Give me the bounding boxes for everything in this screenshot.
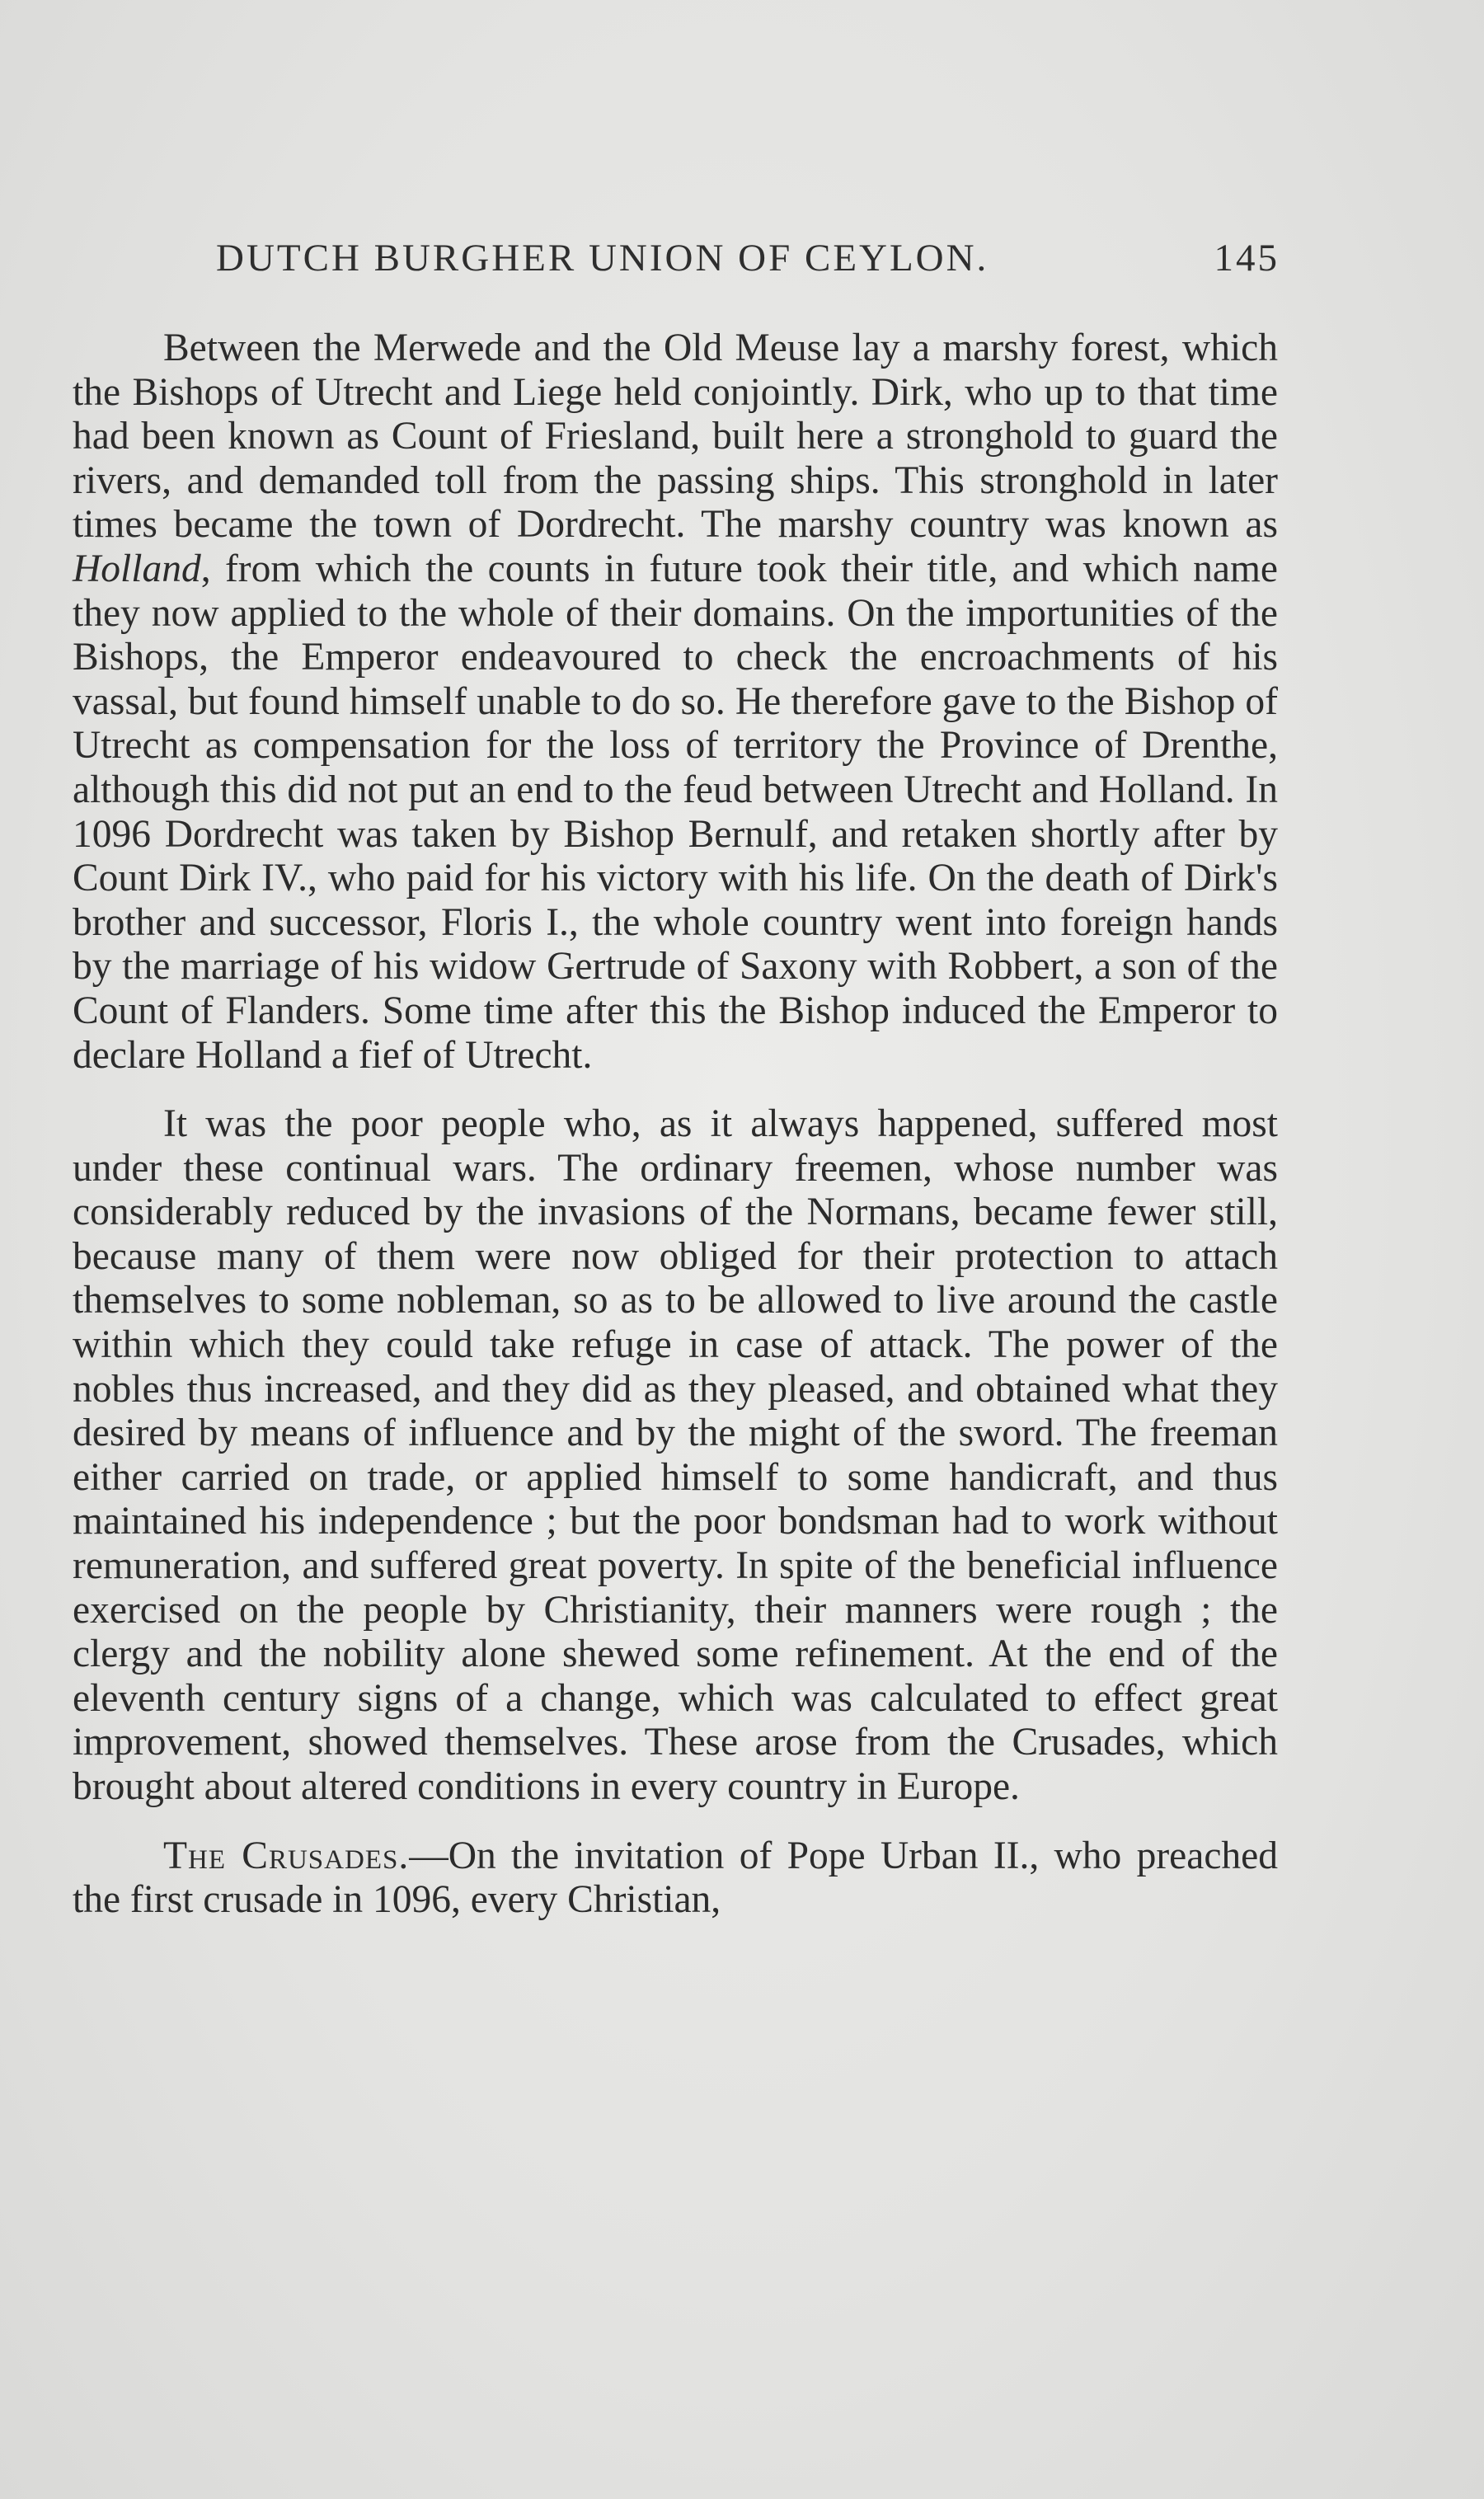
paragraph-text-continued: , from which the counts in future took their title, and which name they now applied to the whole of their domains. On the importunities of the Bishops, the Emperor endeavoured to check the encroachments of his vassal, but found himself unable to do so. He therefore gave to the Bishop of Utrecht as compensation for the loss of territory the Province of Drenthe, although this did not put an end to the feud between Utrecht and Holland. In 1096 Dordrecht was taken by Bishop Bernulf, and retaken shortly after by Count Dirk IV., who paid for his victory with his life. On the death of Dirk's brother and successor, Floris I., the whole country went into foreign hands by the marriage of his widow Gertrude of Saxony with Robbert, a son of the Count of Flanders. Some time after this the Bishop induced the Emperor to declare Holland a fief of Utrecht. — [73, 547, 1278, 1077]
paragraph-poor-people — [73, 1102, 1278, 1810]
body-text — [73, 326, 1278, 1923]
paragraph-text: It was the poor people who, as it always happened, suffered most under these continual wars. The ordinary freemen, whose number was considerably reduced by the invasions of the Normans, became fewer still, because many of them were now obliged for their protection to attach themselves to some nobleman, so as to be allowed to live around the castle within which they could take refuge in case of attack. The power of the nobles thus increased, and they did as they pleased, and obtained what they desired by means of influence and by the might of the sword. The freeman either carried on trade, or applied himself to some handicraft, and thus maintained his independence ; but the poor bondsman had to work without remuneration, and suffered great poverty. In spite of the beneficial influence exercised on the people by Christianity, their manners were rough ; the clergy and the nobility alone shewed some refinement. At the end of the eleventh century signs of a change, which was calculated to effect great improvement, showed themselves. These arose from the Crusades, which brought about altered conditions in every country in Europe. — [73, 1102, 1278, 1808]
running-header — [216, 236, 1280, 294]
page-number: 145 — [1214, 237, 1280, 279]
paragraph-merwede-holland — [73, 326, 1278, 1078]
paragraph-crusades — [73, 1834, 1278, 1923]
italic-term-holland: Holland — [73, 547, 201, 590]
paragraph-text: —On the invitation of Pope Urban II., who preached the first crusade in 1096, every Christian, — [73, 1834, 1278, 1922]
section-heading-crusades: The Crusades. — [163, 1834, 410, 1877]
paragraph-text: Between the Merwede and the Old Meuse lay a marshy forest, which the Bishops of Utrecht and Liege held conjointly. Dirk, who up to that time had been known as Count of Friesland, built here a stronghold to guard the rivers, and demanded toll from the passing ships. This stronghold in later times became the town of Dordrecht. The marshy country was known as — [73, 326, 1278, 547]
running-title: DUTCH BURGHER UNION OF CEYLON. — [216, 237, 989, 279]
